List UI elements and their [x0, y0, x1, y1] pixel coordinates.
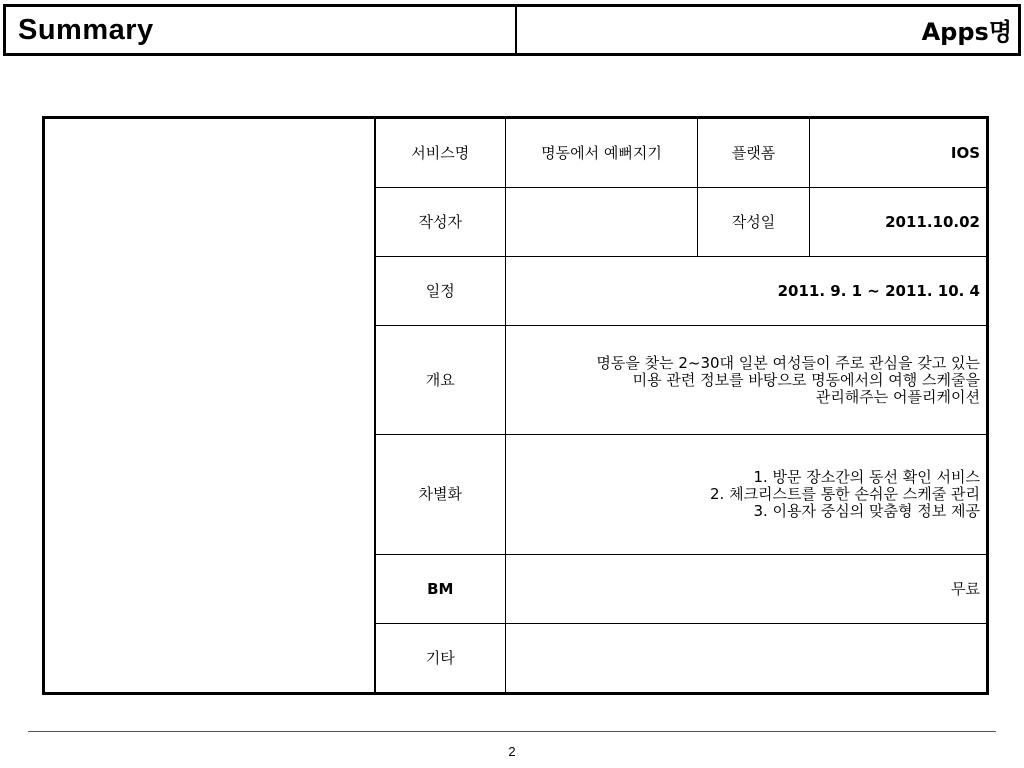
page-title: Summary — [6, 7, 517, 53]
bm-label: BM — [375, 555, 506, 624]
schedule-label: 일정 — [375, 257, 506, 326]
etc-value — [506, 624, 988, 694]
etc-label: 기타 — [375, 624, 506, 694]
schedule-value: 2011. 9. 1 ~ 2011. 10. 4 — [506, 257, 988, 326]
bm-value: 무료 — [506, 555, 988, 624]
overview-label: 개요 — [375, 326, 506, 435]
footer-divider — [28, 731, 996, 732]
screenshot-placeholder — [44, 118, 375, 694]
platform-value: IOS — [810, 118, 988, 188]
overview-value: 명동을 찾는 2~30대 일본 여성들이 주로 관심을 갖고 있는 미용 관련 정보를 바탕으로 명동에서의 여행 스케줄을 관리해주는 어플리케이션 — [506, 326, 988, 435]
service-name-value: 명동에서 예뻐지기 — [506, 118, 698, 188]
table-row — [44, 118, 988, 188]
author-value — [506, 188, 698, 257]
platform-label: 플랫폼 — [698, 118, 810, 188]
date-label: 작성일 — [698, 188, 810, 257]
author-label: 작성자 — [375, 188, 506, 257]
summary-table — [42, 116, 989, 695]
differentiation-value: 1. 방문 장소간의 동선 확인 서비스 2. 체크리스트를 통한 손쉬운 스케줄 관리 3. 이용자 중심의 맞춤형 정보 제공 — [506, 435, 988, 555]
app-name: Apps명 — [921, 18, 1012, 46]
service-name-label: 서비스명 — [375, 118, 506, 188]
page-number: 2 — [508, 744, 516, 759]
date-value: 2011.10.02 — [810, 188, 988, 257]
differentiation-label: 차별화 — [375, 435, 506, 555]
header-bar — [3, 4, 1021, 56]
